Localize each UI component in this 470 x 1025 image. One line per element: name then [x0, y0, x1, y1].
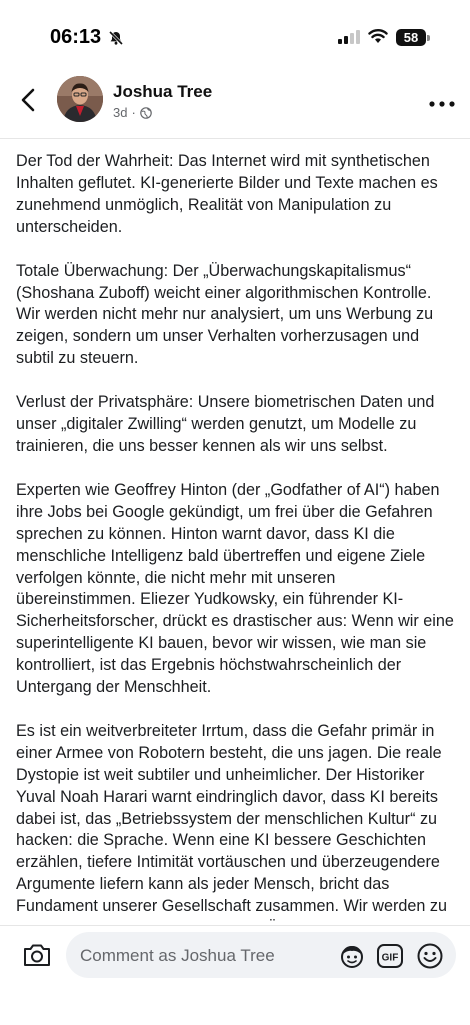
ellipsis-icon: [428, 99, 456, 109]
status-time: 06:13: [50, 26, 102, 48]
globe-icon: [140, 107, 152, 119]
post-paragraph: Der Tod der Wahrheit: Das Internet wird mit synthetischen Inhalten geflutet. KI-generierte Bilder und Texte machen es zunehmend unmöglich, Realität von Manipulation zu unterscheiden.: [16, 152, 438, 236]
avatar-sticker-button[interactable]: [338, 942, 366, 970]
more-options-button[interactable]: [428, 96, 456, 106]
post-age[interactable]: 3d: [113, 105, 128, 120]
battery-cap: [427, 35, 430, 41]
post-header: [0, 62, 470, 139]
bell-slash-icon: [108, 30, 124, 51]
avatar-sticker-icon: [338, 942, 366, 970]
status-bar: [0, 0, 470, 60]
post-paragraph: Totale Überwachung: Der „Überwachungskapitalismus“ (Shoshana Zuboff) weicht einer algorithmischen Kontrolle. Wir werden nicht mehr nur analysiert, um uns Werbung zu zeigen, sondern um unser Verhalten vorherzusagen und subtil zu steuern.: [16, 261, 434, 368]
chevron-left-icon: [16, 84, 42, 116]
signal-icon: [338, 30, 360, 49]
camera-icon: [22, 942, 52, 968]
comment-bar: [0, 925, 470, 1025]
post-paragraph: Verlust der Privatsphäre: Unsere biometrischen Daten und unser „digitaler Zwilling“ werden genutzt, um Modelle zu trainieren, die uns besser kennen als wir uns selbst.: [16, 393, 435, 455]
post-meta: [113, 105, 152, 120]
wifi-icon: [368, 28, 388, 49]
comment-input[interactable]: [66, 932, 456, 978]
camera-button[interactable]: [22, 942, 52, 968]
post-content: [16, 151, 456, 921]
gif-label: GIF: [381, 952, 399, 964]
gif-button[interactable]: [376, 942, 404, 970]
gif-icon: [376, 942, 404, 970]
avatar[interactable]: [57, 76, 103, 122]
emoji-button[interactable]: [416, 942, 444, 970]
battery-indicator: 58: [396, 29, 426, 46]
post-paragraph: Es ist ein weitverbreiteter Irrtum, dass die Gefahr primär in einer Armee von Robotern besteht, die uns jagen. Die reale Dystopie ist weit subtiler und unheimlicher. Der Historiker Yuval Noah Harari warnt eindringlich davor, dass KI bereits dabei ist, das „Betriebssystem der menschlichen Kultur“ zu hacken: die Sprache. Wenn eine KI bessere Geschichten erzählen, tiefere Intimität vortäuschen und überzeugendere Argumente liefern kann als jeder Mensch, bricht das Fundament unserer Gesellschaft zusammen. Wir werden zu: [16, 721, 447, 916]
meta-separator: ·: [131, 105, 136, 120]
author-name[interactable]: Joshua Tree: [113, 82, 213, 101]
back-button[interactable]: [16, 84, 42, 116]
post-paragraph: Experten wie Geoffrey Hinton (der „Godfather of AI“) haben ihre Jobs bei Google gekündigt, um frei über die Gefahren sprechen zu können. Hinton warnt davor, dass KI die menschliche Intelligenz bald übertreffen und eigene Ziele verfolgen könnte, die nicht mehr mit unseren übereinstimmen. Eliezer Yudkowsky, ein führender KI-Sicherheitsforscher, drückt es drastischer aus: Wenn wir eine superintelligente KI bauen, bevor wir wissen, wie man sie kontrolliert, ist das Ergebnis höchstwahrscheinlich der Untergang der Menschheit.: [16, 480, 454, 697]
emoji-icon: [416, 942, 444, 970]
comment-placeholder: Comment as Joshua Tree: [80, 946, 275, 965]
